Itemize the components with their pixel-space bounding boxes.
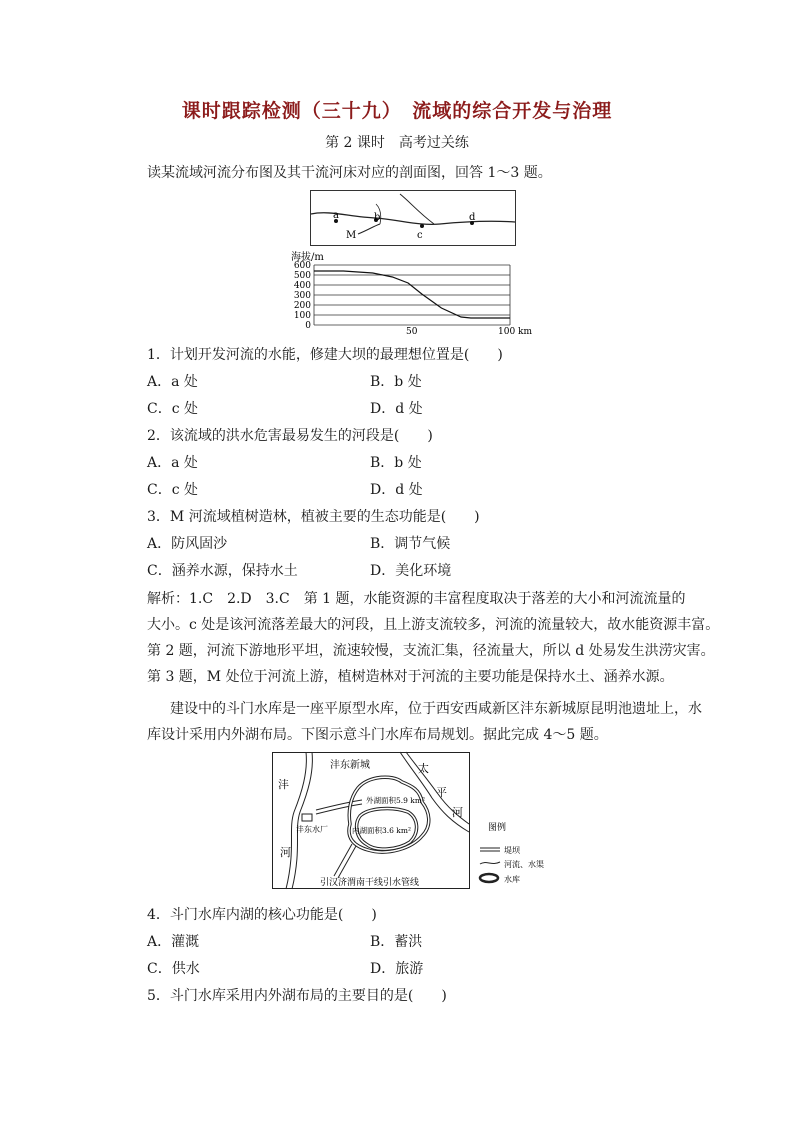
y-tick-label: 600 [293,261,311,271]
tributary-m [358,224,380,234]
outer-lake-label: 外湖面积5.9 km² [366,796,425,805]
label-m: M [346,230,357,241]
point-c-marker [420,224,424,228]
x-tick-label: 100 km [498,327,533,337]
right-river-label-1: 太 [418,762,429,775]
plant-icon [302,814,312,821]
y-tick-label: 500 [293,271,311,281]
label-c: c [417,230,423,241]
legend-reservoir: 水库 [504,875,520,884]
y-tick-label: 200 [293,301,311,311]
question-stem: 1．计划开发河流的水能，修建大坝的最理想位置是( ) [147,347,503,363]
analysis-line-1: 解析：1.C 2.D 3.C 第 1 题，水能资源的丰富程度取决于落差的大小和河流流量的 [147,591,686,607]
inner-lake-label: 内湖面积3.6 km² [352,826,411,835]
area-label: 沣东新城 [330,760,370,771]
option-B[interactable]: B．b 处 [370,455,422,471]
main-river [311,213,515,225]
left-river-label-2: 河 [280,846,291,859]
legend-title: 图例 [488,823,507,833]
profile-ylabel: 海拔/m [291,252,324,263]
question-stem: 4．斗门水库内湖的核心功能是( ) [147,907,377,923]
right-river-label-2: 平 [436,786,447,799]
x-tick-label: 50 [406,327,418,337]
option-D[interactable]: D．d 处 [370,482,423,498]
river-map-figure [310,190,516,246]
option-A[interactable]: A．a 处 [147,455,198,471]
y-tick-label: 0 [305,321,311,331]
option-C[interactable]: C．c 处 [147,482,199,498]
page-title: 课时跟踪检测（三十九） 流域的综合开发与治理 [181,100,613,122]
label-b: b [374,212,381,223]
option-A[interactable]: A．灌溉 [147,934,200,950]
page-subtitle: 第 2 课时 高考过关练 [325,135,469,151]
y-tick-label: 100 [293,311,311,321]
upper-tributary [400,194,434,224]
option-C[interactable]: C．涵养水源，保持水土 [147,563,298,579]
option-C[interactable]: C．供水 [147,961,200,977]
option-D[interactable]: D．d 处 [370,401,423,417]
profile-line [314,271,510,318]
question-stem: 2．该流域的洪水危害最易发生的河段是( ) [147,428,433,444]
analysis-line-3: 第 2 题，河流下游地形平坦，流速较慢，支流汇集，径流量大，所以 d 处易发生洪涝灾害。 [147,643,715,659]
left-river-label-1: 沣 [278,778,289,791]
option-B[interactable]: B．蓄洪 [370,934,423,950]
intro-text-2a: 建设中的斗门水库是一座平原型水库，位于西安西咸新区沣东新城原昆明池遗址上，水 [170,701,702,717]
river-legend-icon [480,862,500,864]
pipeline-label: 引汉济渭南干线引水管线 [320,878,420,888]
question-stem: 3．M 河流域植树造林，植被主要的生态功能是( ) [147,509,480,525]
option-D[interactable]: D．旅游 [370,961,424,977]
question-stem: 5．斗门水库采用内外湖布局的主要目的是( ) [147,988,447,1004]
legend-river: 河流、水渠 [504,860,544,869]
option-C[interactable]: C．c 处 [147,401,199,417]
y-tick-label: 400 [293,281,311,291]
option-A[interactable]: A．a 处 [147,374,198,390]
y-tick-label: 300 [293,291,311,301]
option-A[interactable]: A．防风固沙 [147,536,228,552]
right-river-label-3: 河 [452,806,463,819]
profile-chart [288,248,538,337]
option-D[interactable]: D．美化环境 [370,563,452,579]
label-a: a [333,210,339,221]
analysis-line-2: 大小。c 处是该河流落差最大的河段，且上游支流较多，河流的流量较大，故水能资源丰富。 [147,617,720,633]
intro-text-2b: 库设计采用内外湖布局。下图示意斗门水库布局规划。据此完成 4～5 题。 [147,727,608,743]
legend-dam: 堤坝 [504,846,520,855]
plant-label: 沣东水厂 [296,825,328,834]
reservoir-map-figure [272,752,544,890]
option-B[interactable]: B．调节气候 [370,536,451,552]
reservoir-legend-icon [480,874,498,882]
intro-text-1: 读某流域河流分布图及其干流河床对应的剖面图，回答 1～3 题。 [147,165,552,181]
option-B[interactable]: B．b 处 [370,374,422,390]
analysis-line-4: 第 3 题，M 处位于河流上游，植树造林对于河流的主要功能是保持水土、涵养水源。 [147,669,674,685]
label-d: d [469,212,476,223]
